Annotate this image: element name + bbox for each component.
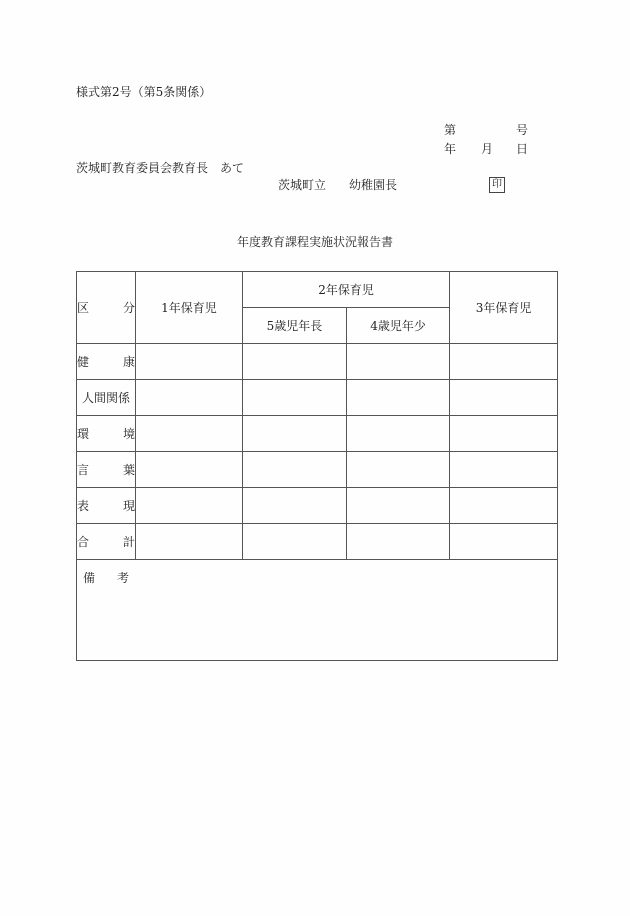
document-title: 年度教育課程実施状況報告書 — [236, 235, 393, 249]
header-category-char: 区 — [77, 301, 90, 315]
cell[interactable] — [347, 524, 450, 560]
remarks-label-char: 考 — [116, 571, 129, 585]
cell[interactable] — [136, 344, 243, 380]
header-year1: 1年保育児 — [136, 272, 243, 344]
report-table — [76, 271, 558, 661]
sender-town: 茨城町立 — [278, 178, 327, 192]
cell[interactable] — [243, 524, 347, 560]
seal-icon: 印 — [489, 177, 505, 193]
header-year3: 3年保育児 — [450, 272, 558, 344]
row-label-char: 健 — [77, 355, 90, 369]
table-row — [77, 380, 558, 416]
row-label: 人間関係 — [77, 380, 136, 416]
cell[interactable] — [347, 452, 450, 488]
row-label-char: 環 — [77, 427, 90, 441]
row-label — [77, 344, 136, 380]
cell[interactable] — [243, 380, 347, 416]
addressee: 茨城町教育委員会教育長 あて — [76, 161, 245, 175]
row-label — [77, 416, 136, 452]
cell[interactable] — [450, 380, 558, 416]
cell[interactable] — [347, 380, 450, 416]
cell[interactable] — [136, 380, 243, 416]
cell[interactable] — [450, 416, 558, 452]
row-label-char: 計 — [122, 535, 135, 549]
header-age4: 4歳児年少 — [347, 308, 450, 344]
row-label-char: 合 — [77, 535, 90, 549]
cell[interactable] — [136, 524, 243, 560]
sender-role: 幼稚園長 — [349, 178, 398, 192]
row-label-char: 現 — [122, 499, 135, 513]
header-age5: 5歳児年長 — [243, 308, 347, 344]
row-label-char: 康 — [122, 355, 135, 369]
table-row — [77, 344, 558, 380]
row-label-char: 言 — [77, 463, 90, 477]
table-row-total — [77, 524, 558, 560]
remarks-label-char: 備 — [83, 571, 96, 585]
row-label — [77, 452, 136, 488]
cell[interactable] — [136, 488, 243, 524]
table-row — [77, 488, 558, 524]
table-row — [77, 452, 558, 488]
cell[interactable] — [243, 416, 347, 452]
cell[interactable] — [243, 452, 347, 488]
cell[interactable] — [243, 344, 347, 380]
cell[interactable] — [136, 452, 243, 488]
cell[interactable] — [450, 344, 558, 380]
remarks-row — [77, 560, 558, 661]
date-year-label: 年 — [444, 142, 457, 156]
cell[interactable] — [136, 416, 243, 452]
document-number-label: 第 — [444, 123, 457, 137]
table-row — [77, 416, 558, 452]
row-label-char: 葉 — [122, 463, 135, 477]
date-day-label: 日 — [516, 142, 529, 156]
header-category-char: 分 — [122, 301, 135, 315]
row-label-char: 表 — [77, 499, 90, 513]
form-number: 様式第2号（第5条関係） — [76, 85, 212, 99]
cell[interactable] — [347, 344, 450, 380]
row-label — [77, 488, 136, 524]
cell[interactable] — [450, 488, 558, 524]
header-year2: 2年保育児 — [243, 272, 450, 308]
cell[interactable] — [243, 488, 347, 524]
remarks-field[interactable] — [77, 560, 558, 661]
cell[interactable] — [347, 416, 450, 452]
cell[interactable] — [450, 524, 558, 560]
row-label — [77, 524, 136, 560]
document-number-suffix: 号 — [516, 123, 529, 137]
header-category — [77, 272, 136, 344]
row-label-char: 境 — [122, 427, 135, 441]
date-month-label: 月 — [481, 142, 494, 156]
cell[interactable] — [347, 488, 450, 524]
cell[interactable] — [450, 452, 558, 488]
